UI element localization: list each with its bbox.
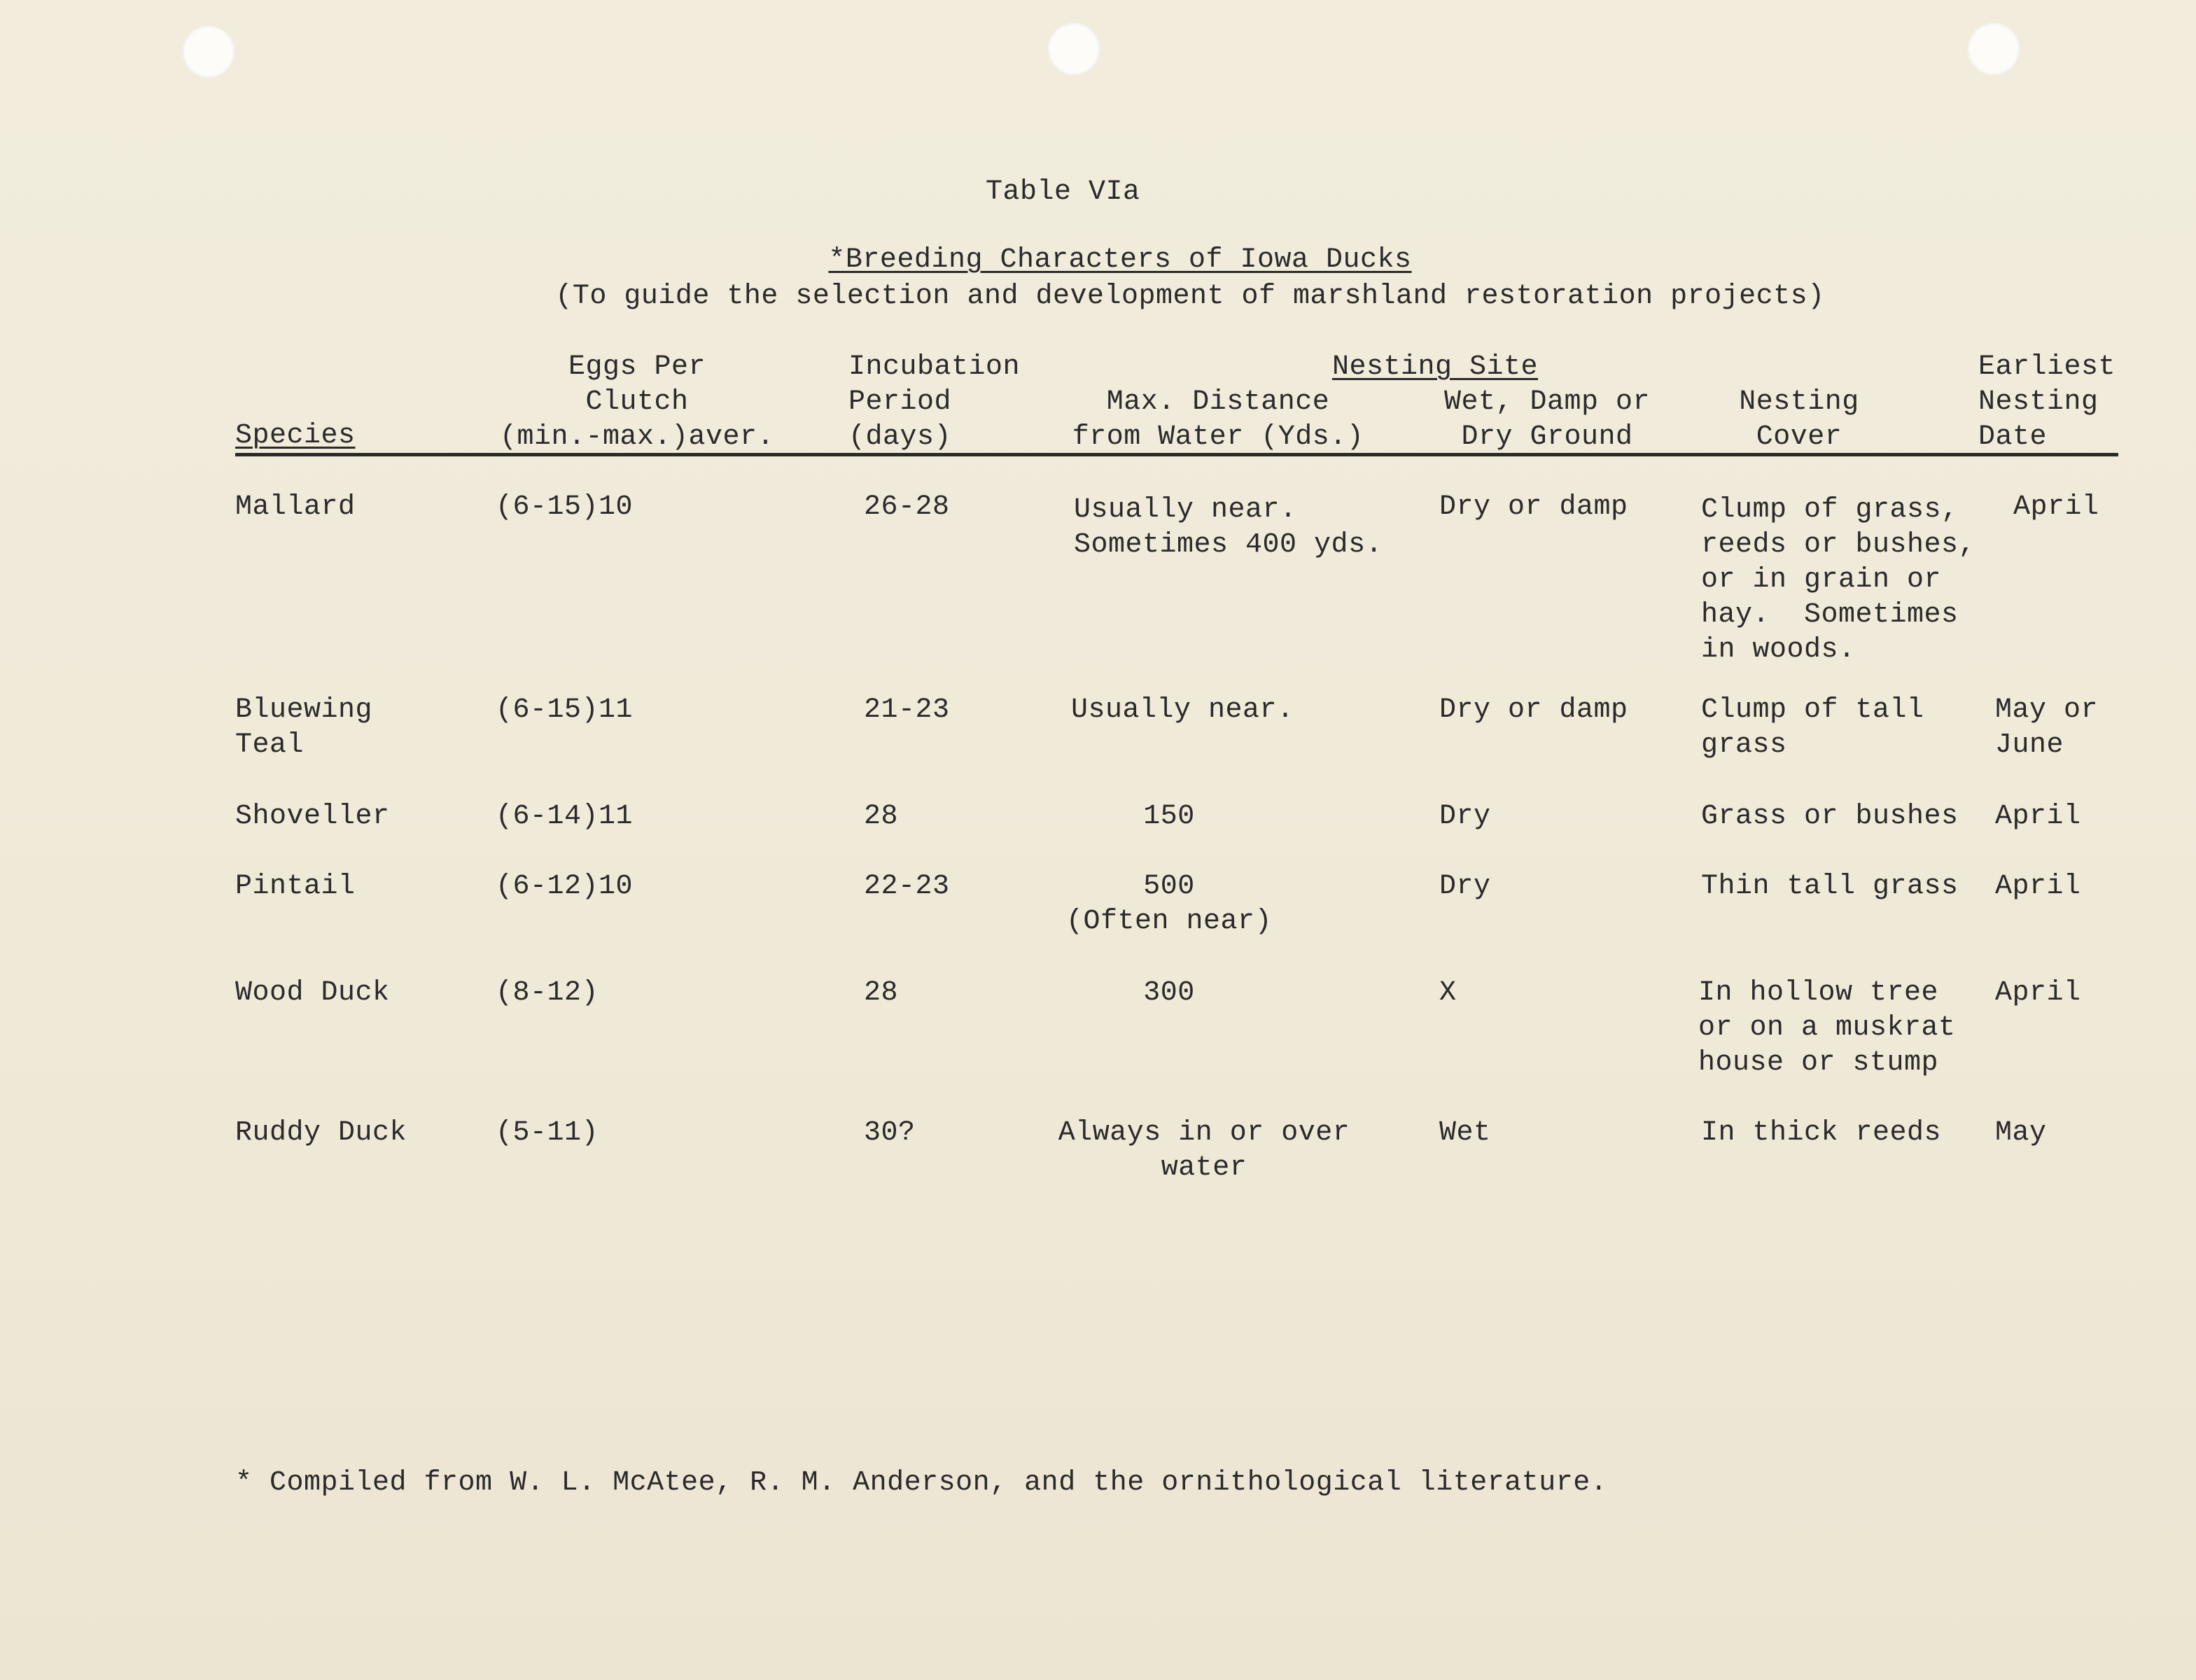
cell-ground: Wet (1439, 1117, 1491, 1149)
punch-hole-left (182, 25, 235, 78)
punch-hole-center (1047, 22, 1100, 76)
cell-incubation: 30? (864, 1117, 916, 1149)
cell-ground: Dry (1439, 871, 1491, 902)
cell-species: Mallard (235, 491, 356, 523)
cell-date: April (2013, 491, 2099, 523)
header-cover: Nesting Cover (1739, 386, 1859, 453)
header-date: Earliest Nesting Date (1978, 351, 2116, 453)
footnote: * Compiled from W. L. McAtee, R. M. Anderson, and the ornithological literature. (235, 1467, 1608, 1499)
table-subtitle: (To guide the selection and development of marshland restoration projects) (555, 281, 1825, 312)
cell-distance: Always in or over water (1058, 1117, 1350, 1184)
table-number: Table VIa (986, 176, 1140, 208)
cell-cover: Clump of grass, reeds or bushes, or in grain or hay. Sometimes in woods. (1701, 494, 1976, 666)
cell-eggs: (5-11) (496, 1117, 599, 1149)
cell-distance: Usually near. (1071, 694, 1294, 726)
header-incubation: Incubation Period (days) (848, 351, 1021, 453)
cell-date: April (1995, 977, 2081, 1009)
cell-species: Ruddy Duck (235, 1117, 407, 1149)
cell-date: April (1995, 801, 2081, 832)
cell-eggs: (6-14)11 (496, 801, 634, 832)
cell-ground: Dry (1439, 801, 1491, 832)
cell-date: April (1995, 871, 2081, 902)
cell-ground: X (1439, 977, 1457, 1009)
header-rule (235, 453, 2118, 456)
cell-distance: Usually near. Sometimes 400 yds. (1074, 494, 1383, 561)
cell-ground: Dry or damp (1439, 491, 1628, 523)
cell-distance: 150 (1143, 801, 1195, 832)
cell-species: Shoveller (235, 801, 390, 832)
cell-eggs: (6-12)10 (496, 871, 634, 902)
cell-eggs: (6-15)11 (496, 694, 634, 726)
cell-distance: 500 (Often near) (1065, 871, 1273, 937)
cell-incubation: 28 (864, 801, 899, 832)
cell-eggs: (8-12) (496, 977, 599, 1009)
header-distance: Max. Distance from Water (Yds.) (1072, 386, 1364, 453)
header-eggs: Eggs Per Clutch (min.-max.)aver. (499, 351, 775, 453)
cell-date: May (1995, 1117, 2047, 1149)
cell-cover: In thick reeds (1701, 1117, 1942, 1149)
cell-cover: Grass or bushes (1701, 801, 1959, 832)
header-species: Species (235, 420, 356, 451)
cell-date: May or June (1995, 694, 2099, 761)
cell-species: Bluewing Teal (235, 694, 373, 761)
table-title: *Breeding Characters of Iowa Ducks (828, 244, 1412, 276)
cell-incubation: 21-23 (864, 694, 950, 726)
cell-cover: Clump of tall grass (1701, 694, 1924, 761)
cell-cover: In hollow tree or on a muskrat house or stump (1698, 977, 1956, 1079)
cell-species: Pintail (235, 871, 356, 902)
cell-incubation: 28 (864, 977, 899, 1009)
cell-ground: Dry or damp (1439, 694, 1628, 726)
cell-incubation: 26-28 (864, 491, 950, 523)
punch-hole-right (1967, 22, 2020, 76)
cell-species: Wood Duck (235, 977, 390, 1009)
cell-eggs: (6-15)10 (496, 491, 634, 523)
cell-cover: Thin tall grass (1701, 871, 1959, 902)
cell-distance: 300 (1143, 977, 1195, 1009)
header-ground: Wet, Damp or Dry Ground (1443, 386, 1651, 453)
header-nesting-site: Nesting Site (1331, 351, 1539, 383)
cell-incubation: 22-23 (864, 871, 950, 902)
